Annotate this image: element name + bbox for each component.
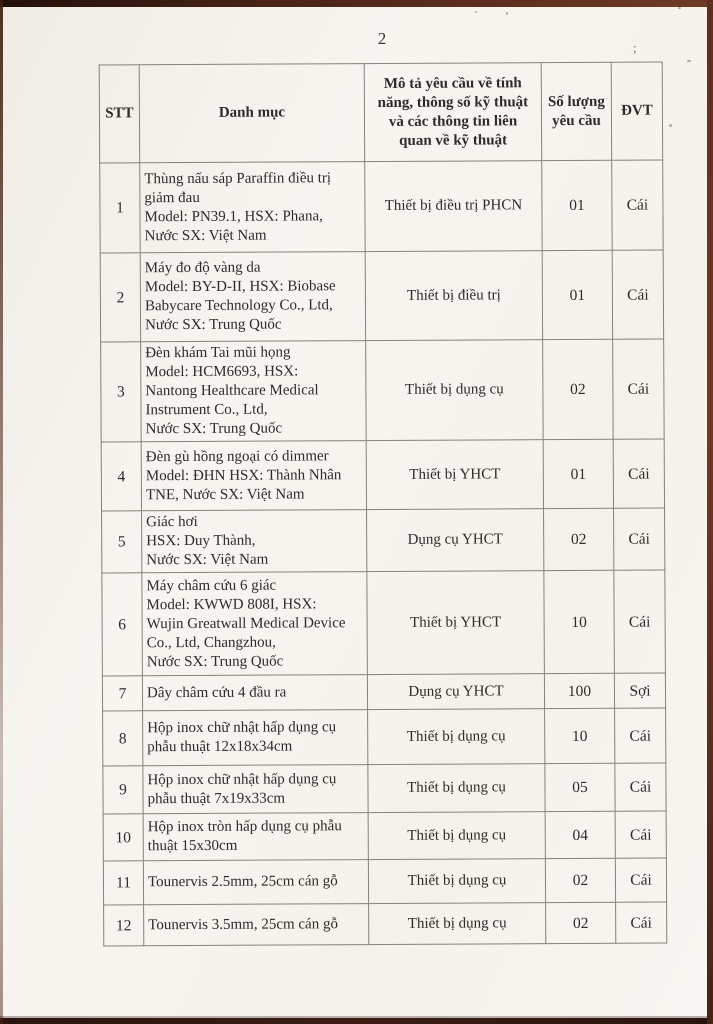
unit-cell: Cái [614,508,665,570]
equipment-table [99,62,668,947]
scan-edge-bottom [0,1016,713,1024]
scan-speck [678,7,681,9]
unit-cell: Cái [612,250,663,339]
stt-cell: 11 [103,861,143,905]
unit-cell: Cái [612,160,663,250]
equipment-table-container [99,62,668,947]
table-row [104,902,667,946]
stt-cell: 3 [101,342,142,442]
table-row [103,811,666,861]
description-cell: Thiết bị YHCT [366,440,543,510]
quantity-cell: 01 [543,439,613,508]
unit-cell: Cái [614,570,666,673]
item-name-cell: Thùng nấu sáp Paraffin điều trị giảm đau Model: PN39.1, HSX: Phana, Nước SX: Việt Nam [140,162,365,253]
quantity-cell: 05 [545,763,615,811]
quantity-cell: 04 [545,811,615,858]
item-name-cell: Máy châm cứu 6 giác Model: KWWD 808I, HSX: Wujin Greatwall Medical Device Co., Ltd, Changzhou, Nước SX: Trung Quốc [142,572,368,676]
description-cell: Thiết bị dụng cụ [368,709,545,765]
stt-cell: 12 [104,905,144,946]
item-name-cell: Hộp inox chữ nhật hấp dụng cụ phẫu thuật 7x19x33cm [143,765,368,814]
item-name-cell: Tounervis 3.5mm, 25cm cán gỗ [144,904,369,946]
item-name-cell: Đèn khám Tai mũi họng Model: HCM6693, HSX: Nantong Healthcare Medical Instrument Co., Ltd, Nước SX: Trung Quốc [141,341,367,442]
unit-cell: Cái [613,339,665,439]
header-stt: STT [99,65,140,163]
description-cell: Thiết bị YHCT [367,571,545,675]
stt-cell: 8 [103,711,143,766]
unit-cell: Sợi [614,673,665,708]
quantity-cell: 02 [544,508,614,570]
scan-edge-left [0,0,3,1024]
scan-speck [687,60,691,62]
scan-edge-right [707,0,713,1024]
description-cell: Thiết bị dụng cụ [368,859,545,904]
quantity-cell: 01 [542,160,612,250]
table-row [103,858,666,905]
quantity-cell: 10 [545,708,615,763]
quantity-cell: 02 [546,902,616,943]
scan-edge-top [0,0,713,7]
unit-cell: Cái [615,763,666,811]
table-row [103,708,666,766]
description-cell: Thiết bị dụng cụ [368,764,545,813]
stt-cell: 10 [103,814,143,861]
table-row [100,250,663,342]
unit-cell: Cái [615,858,666,902]
description-cell: Dụng cụ YHCT [367,674,544,710]
description-cell: Thiết bị dụng cụ [368,812,545,860]
item-name-cell: Hộp inox chữ nhật hấp dụng cụ phẫu thuật 12x18x34cm [143,710,368,766]
item-name-cell: Tounervis 2.5mm, 25cm cán gỗ [143,860,368,905]
description-cell: Dụng cụ YHCT [367,509,544,572]
stt-cell: 1 [100,163,140,253]
stt-cell: 7 [102,676,142,711]
scan-speck [669,124,672,127]
stt-cell: 4 [101,442,141,511]
table-row [101,339,665,442]
stray-ink-mark: ; [633,40,637,55]
item-name-cell: Dây châm cứu 4 đầu ra [142,675,367,711]
table-row [102,673,665,711]
unit-cell: Cái [615,811,666,858]
scan-speck [506,12,508,15]
header-item-name: Danh mục [139,64,365,163]
unit-cell: Cái [615,708,666,763]
page-number: 2 [377,29,387,48]
unit-cell: Cái [616,902,667,943]
table-row [101,439,664,511]
description-cell: Thiết bị điều trị [365,251,542,341]
item-name-cell: Máy đo độ vàng da Model: BY-D-II, HSX: Biobase Babycare Technology Co., Ltd, Nước SX: Trung Quốc [140,252,365,342]
description-cell: Thiết bị điều trị PHCN [365,161,542,252]
stt-cell: 6 [102,573,143,676]
quantity-cell: 02 [545,858,615,902]
table-header-row [99,62,663,163]
description-cell: Thiết bị dụng cụ [366,340,544,441]
stt-cell: 5 [102,511,142,573]
item-name-cell: Hộp inox tròn hấp dụng cụ phẫu thuật 15x30cm [143,813,368,861]
table-row [103,763,666,814]
header-quantity: Số lượng yêu cầu [541,62,612,160]
quantity-cell: 100 [544,673,614,708]
description-cell: Thiết bị dụng cụ [369,903,546,945]
table-row [102,570,666,676]
header-unit: ĐVT [611,62,663,160]
quantity-cell: 10 [544,570,615,673]
quantity-cell: 02 [543,339,614,439]
table-row [100,160,663,253]
quantity-cell: 01 [542,250,612,339]
scan-speck [475,11,477,13]
item-name-cell: Đèn gù hồng ngoại có dimmer Model: ĐHN HSX: Thành Nhân TNE, Nước SX: Việt Nam [141,441,366,511]
item-name-cell: Giác hơi HSX: Duy Thành, Nước SX: Việt Nam [142,510,367,573]
table-row [102,508,665,573]
header-description: Mô tả yêu cầu về tính năng, thông số kỹ thuật và các thông tin liên quan về kỹ thuật [364,63,542,162]
stt-cell: 9 [103,766,143,814]
unit-cell: Cái [613,439,664,508]
stt-cell: 2 [100,253,140,342]
